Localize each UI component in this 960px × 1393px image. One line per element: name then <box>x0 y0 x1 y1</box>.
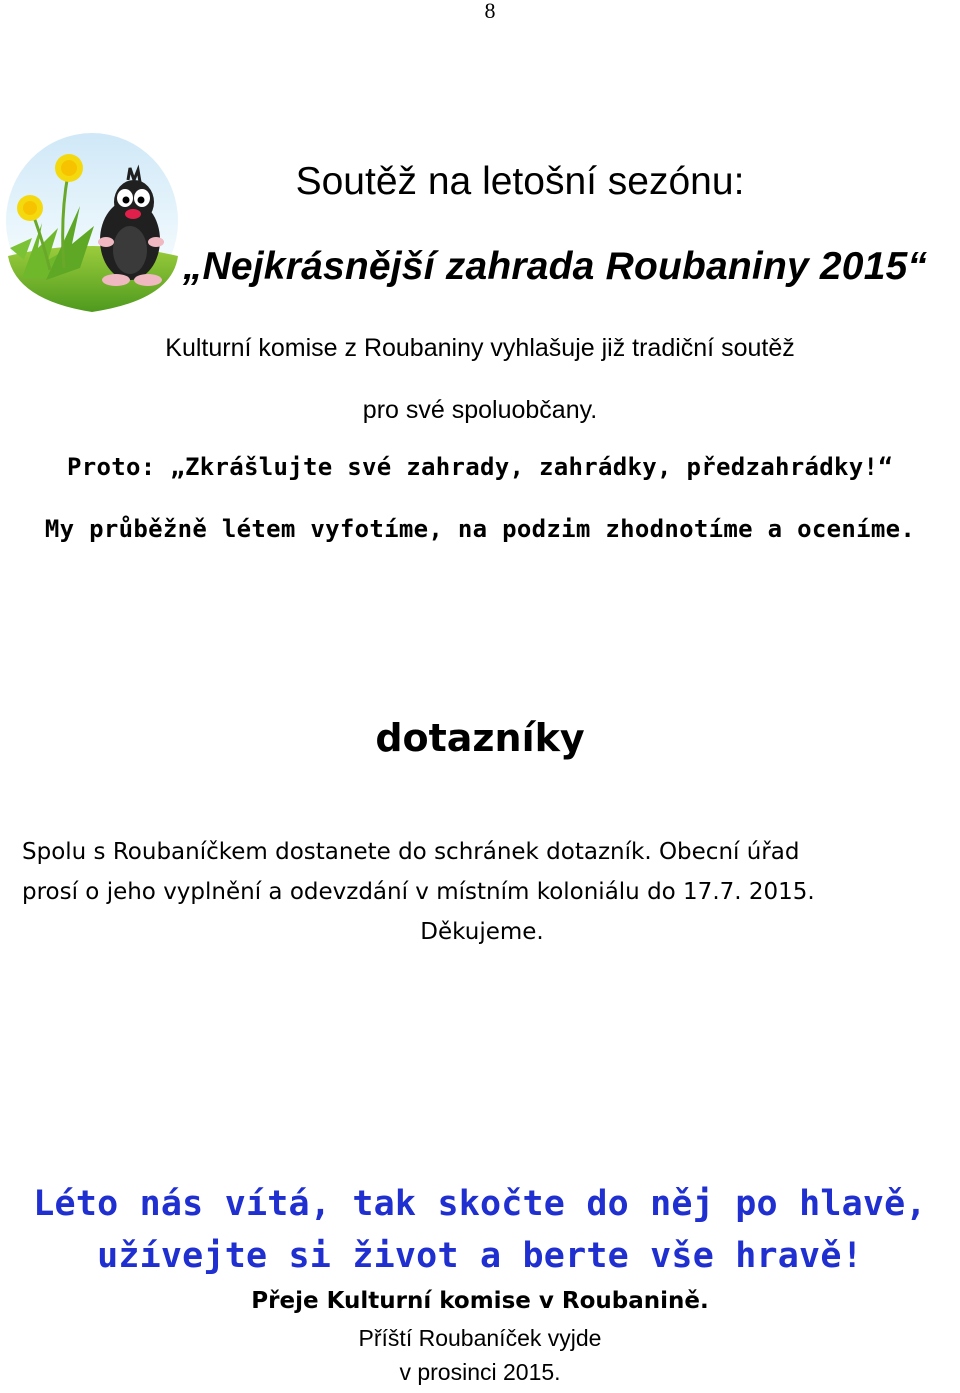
questionnaire-thanks: Děkujeme. <box>420 919 544 945</box>
intro-line-1: Kulturní komise z Roubaniny vyhlašuje již tradiční soutěž <box>165 334 795 362</box>
intro-line-2: pro své spoluobčany. <box>362 396 598 424</box>
page-number: 8 <box>484 0 496 23</box>
summer-line: My průběžně létem vyfotíme, na podzim zhodnotíme a oceníme. <box>44 515 916 543</box>
questionnaire-line-2: prosí o jeho vyplnění a odevzdání v místním koloniálu do 17.7. 2015. <box>22 879 815 905</box>
slogan-line-2: užívejte si život a berte vše hravě! <box>97 1236 863 1276</box>
proto-line: Proto: „Zkrášlujte své zahrady, zahrádky, předzahrádky!“ <box>67 453 893 481</box>
questionnaire-heading: dotazníky <box>375 716 585 760</box>
questionnaire-text <box>22 832 960 952</box>
contest-heading: Soutěž na letošní sezónu: <box>295 160 745 203</box>
questionnaire-line-1: Spolu s Roubaníčkem dostanete do schránek dotazník. Obecní úřad <box>22 839 800 865</box>
next-issue-line-2: v prosinci 2015. <box>399 1359 561 1385</box>
slogan-line-1: Léto nás vítá, tak skočte do něj po hlavě, <box>33 1184 927 1224</box>
next-issue-line-1: Příští Roubaníček vyjde <box>358 1325 602 1351</box>
contest-name: „Nejkrásnější zahrada Roubaniny 2015“ <box>182 245 928 288</box>
wishes-signature: Přeje Kulturní komise v Roubanině. <box>251 1288 709 1314</box>
